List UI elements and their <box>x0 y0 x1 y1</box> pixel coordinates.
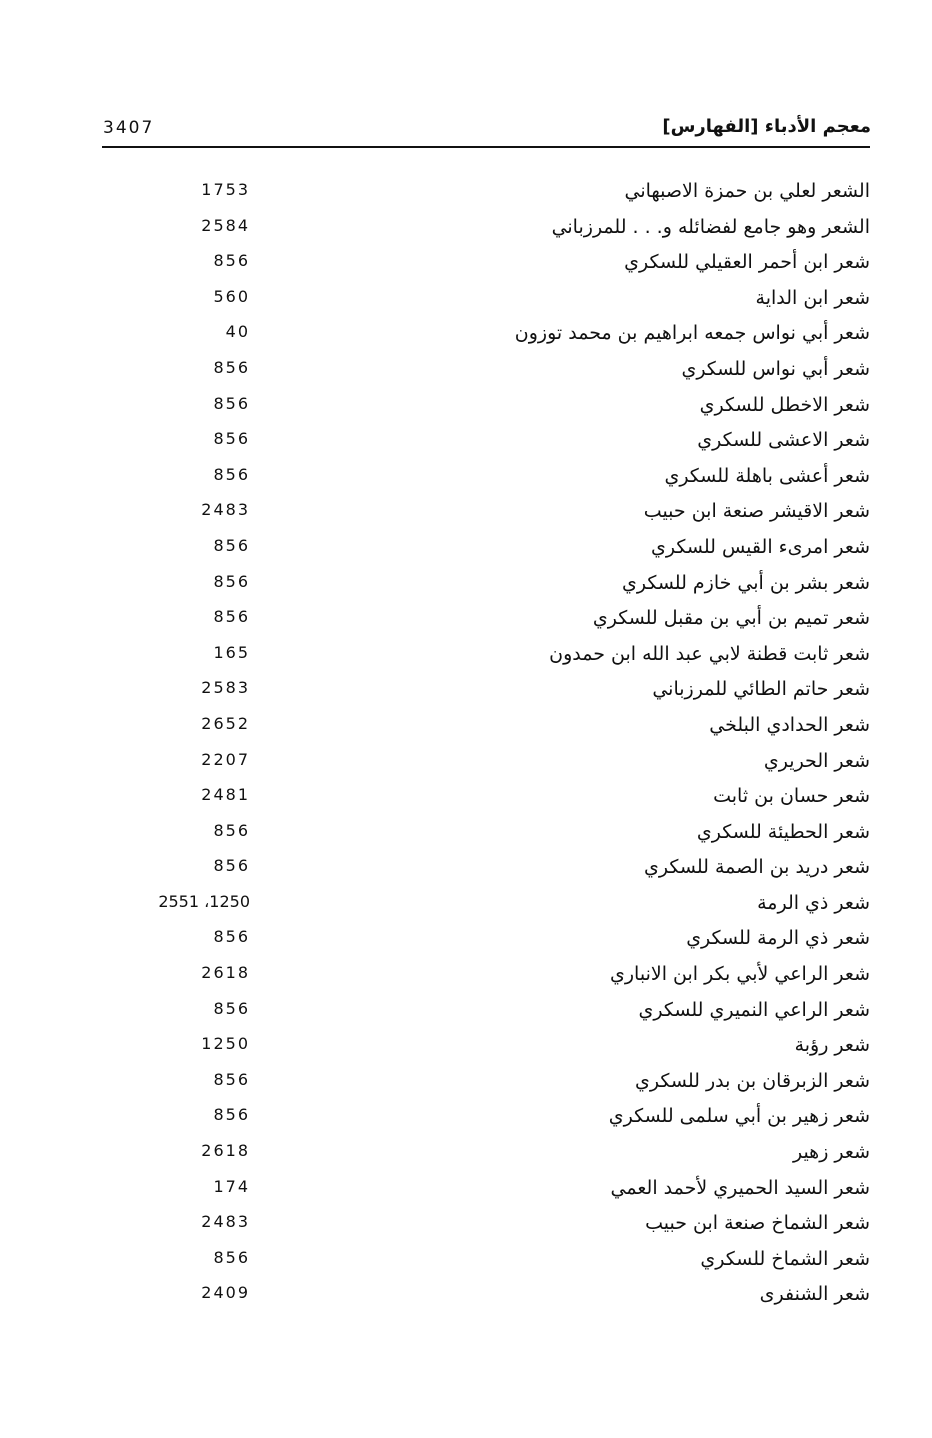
entry-page-numbers: 2409 <box>201 1283 250 1303</box>
entry-title: الشعر وهو جامع لفضائله و. . . للمرزباني <box>551 215 870 238</box>
entry-title: شعر أبي نواس للسكري <box>681 357 870 380</box>
index-entry <box>0 388 932 424</box>
index-entry <box>0 459 932 495</box>
entry-page-numbers: 856 <box>213 998 250 1018</box>
entry-title: شعر الحريري <box>763 749 870 772</box>
entry-page-numbers: 856 <box>213 607 250 627</box>
index-entry <box>0 886 932 922</box>
entry-page-numbers: 2207 <box>201 749 250 769</box>
entry-title: شعر الاقيشر صنعة ابن حبيب <box>643 500 870 523</box>
entry-page-numbers: 40 <box>225 322 250 342</box>
index-entry <box>0 1099 932 1135</box>
entry-title: شعر الحدادي البلخي <box>709 713 870 736</box>
entry-title: شعر ابن أحمر العقيلي للسكري <box>624 251 870 274</box>
index-list <box>0 174 932 1313</box>
entry-title: شعر أبي نواس جمعه ابراهيم بن محمد توزون <box>514 322 870 345</box>
entry-title: شعر الاخطل للسكري <box>699 393 870 416</box>
entry-title: شعر الزبرقان بن بدر للسكري <box>635 1069 870 1092</box>
entry-title: شعر ابن الداية <box>755 286 870 309</box>
index-entry <box>0 530 932 566</box>
entry-title: شعر الشنفرى <box>759 1283 870 1306</box>
entry-page-numbers: 856 <box>213 1247 250 1267</box>
entry-page-numbers: 2481 <box>201 785 250 805</box>
entry-title: شعر أعشى باهلة للسكري <box>664 464 870 487</box>
entry-page-numbers: 165 <box>213 642 250 662</box>
entry-page-numbers: 1250 <box>201 1034 250 1054</box>
index-entry <box>0 423 932 459</box>
header-rule <box>102 146 870 148</box>
index-entry <box>0 1242 932 1278</box>
entry-title: شعر الحطيئة للسكري <box>696 820 870 843</box>
entry-title: شعر السيد الحميري لأحمد العمي <box>610 1176 870 1199</box>
entry-page-numbers: 856 <box>213 1069 250 1089</box>
entry-page-numbers: 2618 <box>201 963 250 983</box>
entry-title: شعر ذي الرمة <box>757 891 870 914</box>
index-entry <box>0 566 932 602</box>
entry-page-numbers: 856 <box>213 464 250 484</box>
index-entry <box>0 1277 932 1313</box>
entry-title: شعر زهير بن أبي سلمى للسكري <box>608 1105 870 1128</box>
index-entry <box>0 1135 932 1171</box>
index-entry <box>0 993 932 1029</box>
index-entry <box>0 245 932 281</box>
index-entry <box>0 316 932 352</box>
index-entry <box>0 815 932 851</box>
index-entry <box>0 601 932 637</box>
index-entry <box>0 744 932 780</box>
entry-title: شعر دريد بن الصمة للسكري <box>644 856 870 879</box>
entry-title: شعر الراعي لأبي بكر ابن الانباري <box>610 963 870 986</box>
entry-page-numbers: 2584 <box>201 215 250 235</box>
index-entry <box>0 708 932 744</box>
index-entry <box>0 174 932 210</box>
entry-page-numbers: 856 <box>213 820 250 840</box>
index-entry <box>0 921 932 957</box>
entry-page-numbers: 856 <box>213 535 250 555</box>
entry-title: شعر حاتم الطائي للمرزباني <box>652 678 870 701</box>
index-entry <box>0 1028 932 1064</box>
entry-page-numbers: 856 <box>213 856 250 876</box>
entry-title: شعر ثابت قطنة لابي عبد الله ابن حمدون <box>549 642 870 665</box>
running-title: معجم الأدباء [الفهارس] <box>662 116 871 137</box>
entry-page-numbers: 856 <box>213 571 250 591</box>
entry-title: شعر الشماخ صنعة ابن حبيب <box>645 1212 870 1235</box>
index-entry <box>0 281 932 317</box>
entry-page-numbers: 856 <box>213 251 250 271</box>
entry-page-numbers: 856 <box>213 927 250 947</box>
entry-page-numbers: 2483 <box>201 1212 250 1232</box>
index-entry <box>0 779 932 815</box>
index-entry <box>0 850 932 886</box>
entry-title: شعر رؤبة <box>794 1034 870 1057</box>
entry-title: شعر حسان بن ثابت <box>713 785 870 808</box>
entry-title: شعر تميم بن أبي بن مقبل للسكري <box>592 607 870 630</box>
entry-page-numbers: 856 <box>213 357 250 377</box>
entry-title: الشعر لعلي بن حمزة الاصبهاني <box>624 180 870 202</box>
entry-title: شعر الشماخ للسكري <box>700 1247 870 1270</box>
entry-title: شعر الاعشى للسكري <box>697 429 870 452</box>
index-entry <box>0 1171 932 1207</box>
entry-page-numbers: 1753 <box>201 180 250 199</box>
index-entry <box>0 1064 932 1100</box>
index-entry <box>0 494 932 530</box>
index-entry <box>0 352 932 388</box>
page-number: 3407 <box>103 118 155 138</box>
index-entry <box>0 210 932 246</box>
entry-page-numbers: 2483 <box>201 500 250 520</box>
index-entry <box>0 1206 932 1242</box>
entry-page-numbers: 856 <box>213 1105 250 1125</box>
entry-page-numbers: 560 <box>213 286 250 306</box>
entry-title: شعر بشر بن أبي خازم للسكري <box>622 571 870 594</box>
entry-title: شعر زهير <box>792 1141 870 1164</box>
entry-page-numbers: 2583 <box>201 678 250 698</box>
entry-page-numbers: 2652 <box>201 713 250 733</box>
entry-page-numbers: 856 <box>213 429 250 449</box>
entry-title: شعر ذي الرمة للسكري <box>686 927 870 950</box>
entry-page-numbers: 2618 <box>201 1141 250 1161</box>
entry-title: شعر امرىء القيس للسكري <box>651 535 870 558</box>
entry-page-numbers: 856 <box>213 393 250 413</box>
entry-page-numbers: 174 <box>213 1176 250 1196</box>
entry-title: شعر الراعي النميري للسكري <box>638 998 870 1021</box>
index-entry <box>0 957 932 993</box>
entry-page-numbers: 1250، 2551 <box>158 891 250 911</box>
index-entry <box>0 637 932 673</box>
index-entry <box>0 672 932 708</box>
